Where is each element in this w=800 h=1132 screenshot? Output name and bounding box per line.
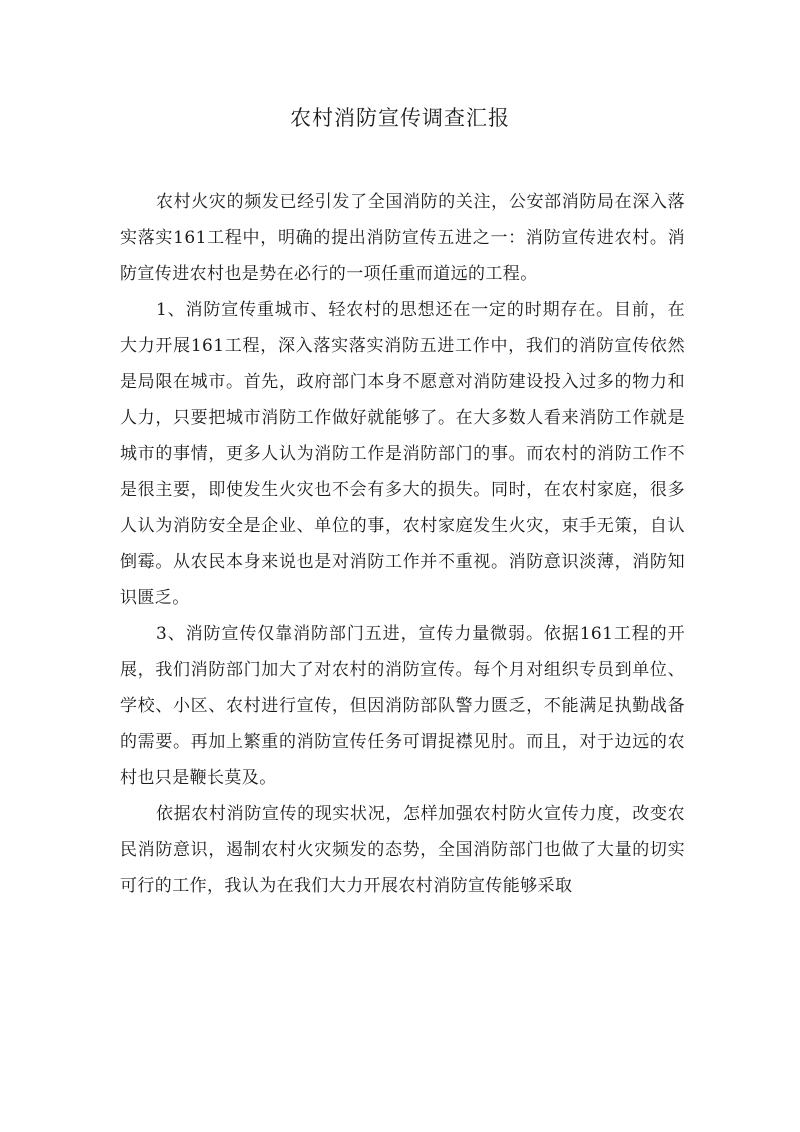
paragraph: 依据农村消防宣传的现实状况，怎样加强农村防火宣传力度，改变农民消防意识，遏制农村火灾频发的态势，全国消防部门也做了大量的切实可行的工作，我认为在我们大力开展农村消防宣传能够采取 (120, 804, 685, 896)
paragraph: 3、消防宣传仅靠消防部门五进，宣传力量微弱。依据161工程的开展，我们消防部门加大了对农村的消防宣传。每个月对组织专员到单位、学校、小区、农村进行宣传，但因消防部队警力匮乏，不能满足执勤战备的需要。再加上繁重的消防宣传任务可谓捉襟见肘。而且，对于边远的农村也只是鞭长莫及。 (120, 624, 685, 788)
document-body (120, 184, 685, 904)
paragraph: 1、消防宣传重城市、轻农村的思想还在一定的时期存在。目前，在大力开展161工程，深入落实落实消防五进工作中，我们的消防宣传依然是局限在城市。首先，政府部门本身不愿意对消防建设投入过多的物力和人力，只要把城市消防工作做好就能够了。在大多数人看来消防工作就是城市的事情，更多人认为消防工作是消防部门的事。而农村的消防工作不是很主要，即使发生火灾也不会有多大的损失。同时，在农村家庭，很多人认为消防安全是企业、单位的事，农村家庭发生火灾，束手无策，自认倒霉。从农民本身来说也是对消防工作并不重视。消防意识淡薄，消防知识匮乏。 (120, 300, 685, 608)
document-title: 农村消防宣传调查汇报 (290, 106, 510, 130)
paragraph: 农村火灾的频发已经引发了全国消防的关注，公安部消防局在深入落实落实161工程中，明确的提出消防宣传五进之一：消防宣传进农村。消防宣传进农村也是势在必行的一项任重而道远的工程。 (120, 192, 685, 284)
